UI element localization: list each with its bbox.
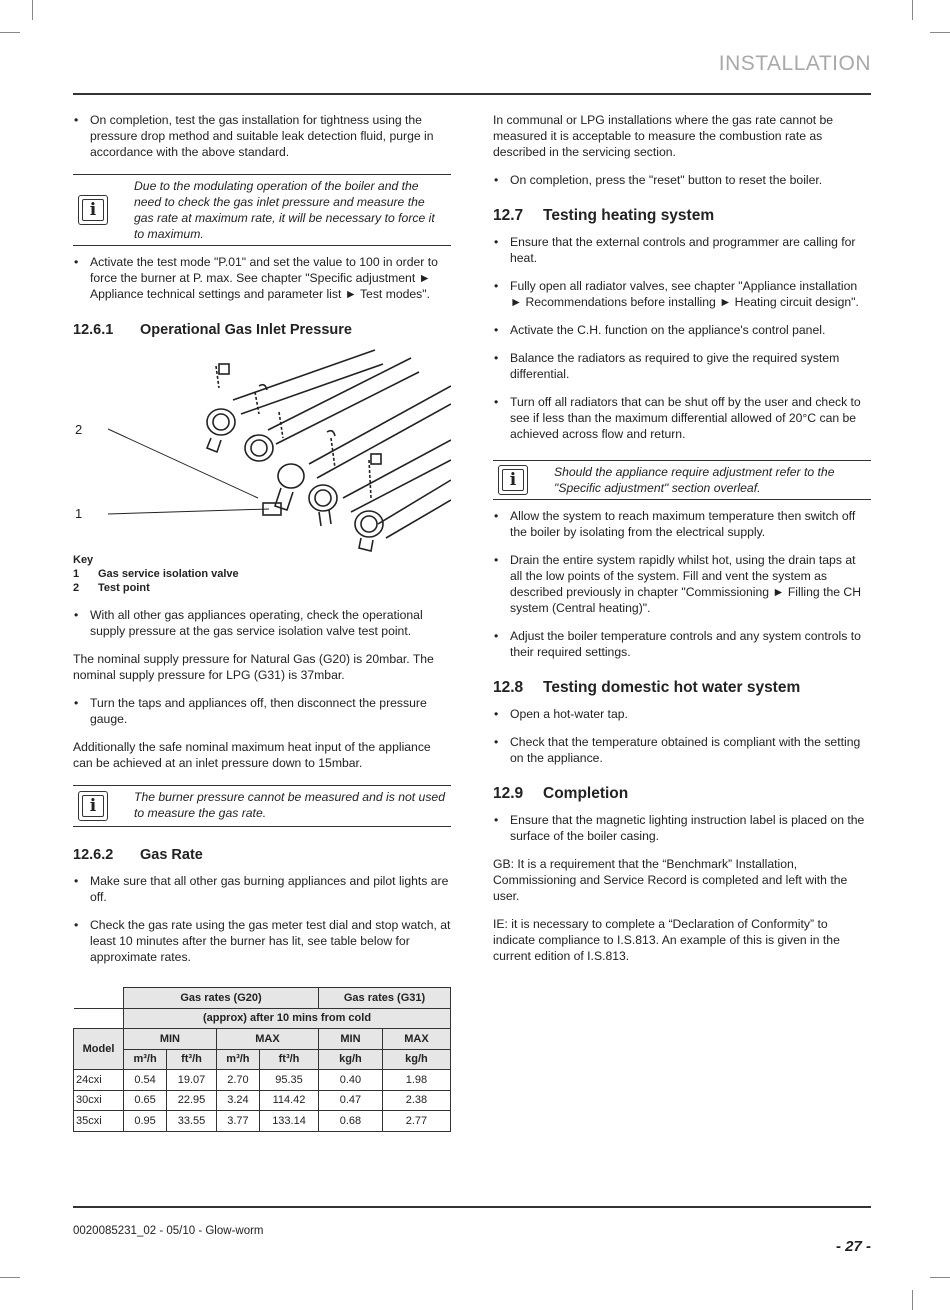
left-column: [73, 112, 451, 1132]
list-item: • On completion, press the "reset" button to reset the boiler.: [493, 172, 871, 188]
callout-1: 1: [75, 506, 83, 521]
note-text: The burner pressure cannot be measured and is not used to measure the gas rate.: [134, 790, 445, 820]
table-row: [74, 1090, 451, 1111]
table-cell: 24cxi: [74, 1070, 124, 1091]
right-column: [493, 112, 871, 976]
table-cell: 19.07: [167, 1070, 217, 1091]
table-cell: 133.14: [259, 1111, 318, 1132]
list-item: • Turn off all radiators that can be shut off by the user and check to see if less than the maximum differential allowed of 20°C can be achieved across flow and return.: [493, 394, 871, 442]
table-cell: 33.55: [167, 1111, 217, 1132]
crop-mark: [912, 1290, 913, 1310]
key-text: Gas service isolation valve: [98, 568, 239, 580]
key-number: 1: [73, 568, 80, 580]
list-item: • Ensure that the external controls and programmer are calling for heat.: [493, 234, 871, 266]
table-unit: ft³/h: [167, 1049, 217, 1070]
table-cell: 35cxi: [74, 1111, 124, 1132]
table-header: MIN: [124, 1029, 217, 1050]
key-row: [73, 567, 451, 581]
table-corner: [74, 988, 124, 1009]
crop-mark: [912, 0, 913, 20]
table-cell: 2.70: [216, 1070, 259, 1091]
heading-number: 12.6.2: [73, 847, 114, 863]
heading-title: Completion: [543, 785, 629, 802]
list-item: • Activate the test mode "P.01" and set the value to 100 in order to force the burner at P. max. See chapter "Specific adjustment ► Appliance technical settings and parameter list ► Test modes".: [73, 254, 451, 302]
heading-title: Testing heating system: [543, 207, 715, 224]
gas-valve-illustration: [73, 348, 451, 553]
page-number: - 27 -: [835, 1238, 871, 1255]
section-header: INSTALLATION: [718, 52, 871, 75]
crop-mark: [0, 1277, 20, 1278]
crop-mark: [0, 32, 20, 33]
info-icon: i: [78, 791, 108, 821]
key-title: Key: [73, 554, 94, 566]
table-row: [74, 1111, 451, 1132]
table-header: MAX: [216, 1029, 318, 1050]
info-note: [73, 174, 451, 246]
paragraph: In communal or LPG installations where the gas rate cannot be measured it is acceptable to measure the combustion rate as described in the servicing section.: [493, 113, 834, 159]
table-cell: 22.95: [167, 1090, 217, 1111]
heading-number: 12.9: [493, 785, 524, 802]
list-item: • Turn the taps and appliances off, then disconnect the pressure gauge.: [73, 695, 451, 727]
gas-rates-table: [73, 987, 451, 1132]
paragraph: IE: it is necessary to complete a “Declaration of Conformity” to indicate compliance to I.S.813. An example of this is given in the current edition of I.S.813.: [493, 917, 840, 963]
table-cell: 30cxi: [74, 1090, 124, 1111]
list-item: • Fully open all radiator valves, see chapter "Appliance installation ► Recommendations before installing ► Heating circuit design".: [493, 278, 871, 310]
list-item: • Make sure that all other gas burning appliances and pilot lights are off.: [73, 873, 451, 905]
table-unit: kg/h: [319, 1049, 383, 1070]
table-unit: ft³/h: [259, 1049, 318, 1070]
key-number: 2: [73, 582, 80, 594]
table-header: MAX: [382, 1029, 450, 1050]
table-header: Model: [74, 1029, 124, 1070]
table-cell: 2.77: [382, 1111, 450, 1132]
section-heading: [73, 847, 451, 863]
table-unit: m³/h: [124, 1049, 167, 1070]
heading-title: Operational Gas Inlet Pressure: [140, 322, 352, 338]
info-note: [73, 785, 451, 827]
crop-mark: [930, 1277, 950, 1278]
figure-key: [73, 553, 451, 595]
section-heading: [73, 322, 451, 338]
heading-title: Gas Rate: [140, 847, 203, 863]
crop-mark: [930, 32, 950, 33]
list-item: • Drain the entire system rapidly whilst hot, using the drain taps at all the low points of the system. Fill and vent the system as described previously in chapter "Commissioning ► Filling the CH system (Central heating)".: [493, 552, 871, 616]
paragraph: GB: It is a requirement that the “Benchmark” Installation, Commissioning and Service Record is completed and left with the user.: [493, 857, 848, 903]
info-icon: i: [498, 465, 528, 495]
table-unit: kg/h: [382, 1049, 450, 1070]
callout-2: 2: [75, 422, 83, 437]
list-item: • Balance the radiators as required to give the required system differential.: [493, 350, 871, 382]
table-cell: 114.42: [259, 1090, 318, 1111]
table-cell: 0.65: [124, 1090, 167, 1111]
table-cell: 2.38: [382, 1090, 450, 1111]
table-header: (approx) after 10 mins from cold: [124, 1008, 451, 1029]
note-text: Should the appliance require adjustment refer to the "Specific adjustment" section overleaf.: [554, 465, 835, 495]
table-cell: 0.54: [124, 1070, 167, 1091]
list-item: • Ensure that the magnetic lighting instruction label is placed on the surface of the boiler casing.: [493, 812, 871, 844]
header-divider: [73, 93, 871, 95]
gas-valve-figure: [73, 348, 451, 553]
table-header: Gas rates (G20): [124, 988, 319, 1009]
table-cell: 0.68: [319, 1111, 383, 1132]
list-item: • With all other gas appliances operating, check the operational supply pressure at the gas service isolation valve test point.: [73, 607, 451, 639]
key-row: [73, 581, 451, 595]
section-heading: [493, 680, 871, 696]
paragraph: Additionally the safe nominal maximum heat input of the appliance can be achieved at an inlet pressure down to 15mbar.: [73, 740, 431, 770]
list-item: • Allow the system to reach maximum temperature then switch off the boiler by isolating from the electrical supply.: [493, 508, 871, 540]
paragraph: The nominal supply pressure for Natural Gas (G20) is 20mbar. The nominal supply pressure for LPG (G31) is 37mbar.: [73, 652, 434, 682]
heading-number: 12.7: [493, 207, 524, 224]
list-item: • Check that the temperature obtained is compliant with the setting on the appliance.: [493, 734, 871, 766]
heading-title: Testing domestic hot water system: [543, 679, 801, 696]
table-cell: 95.35: [259, 1070, 318, 1091]
table-cell: 0.47: [319, 1090, 383, 1111]
footer-divider: [73, 1206, 871, 1208]
heading-number: 12.8: [493, 679, 524, 696]
table-row: [74, 1070, 451, 1091]
table-header: MIN: [319, 1029, 383, 1050]
list-item: • Open a hot-water tap.: [493, 706, 871, 722]
table-cell: 1.98: [382, 1070, 450, 1091]
info-note: [493, 460, 871, 500]
table-unit: m³/h: [216, 1049, 259, 1070]
document-reference: 0020085231_02 - 05/10 - Glow-worm: [73, 1225, 264, 1237]
list-item: • Adjust the boiler temperature controls and any system controls to their required settings.: [493, 628, 871, 660]
table-cell: 0.95: [124, 1111, 167, 1132]
section-heading: [493, 208, 871, 224]
section-heading: [493, 786, 871, 802]
key-text: Test point: [98, 582, 150, 594]
table-cell: 3.77: [216, 1111, 259, 1132]
table-corner: [74, 1008, 124, 1029]
table-cell: 0.40: [319, 1070, 383, 1091]
crop-mark: [32, 0, 33, 20]
table-header: Gas rates (G31): [319, 988, 451, 1009]
table-cell: 3.24: [216, 1090, 259, 1111]
note-text: Due to the modulating operation of the boiler and the need to check the gas inlet pressure and measure the gas rate at maximum rate, it will be necessary to force it to maximum.: [134, 179, 435, 241]
list-item: • On completion, test the gas installation for tightness using the pressure drop method and suitable leak detection fluid, purge in accordance with the above standard.: [73, 112, 451, 160]
list-item: • Check the gas rate using the gas meter test dial and stop watch, at least 10 minutes after the burner has lit, see table below for approximate rates.: [73, 917, 451, 965]
heading-number: 12.6.1: [73, 322, 114, 338]
list-item: • Activate the C.H. function on the appliance's control panel.: [493, 322, 871, 338]
info-icon: i: [78, 195, 108, 225]
